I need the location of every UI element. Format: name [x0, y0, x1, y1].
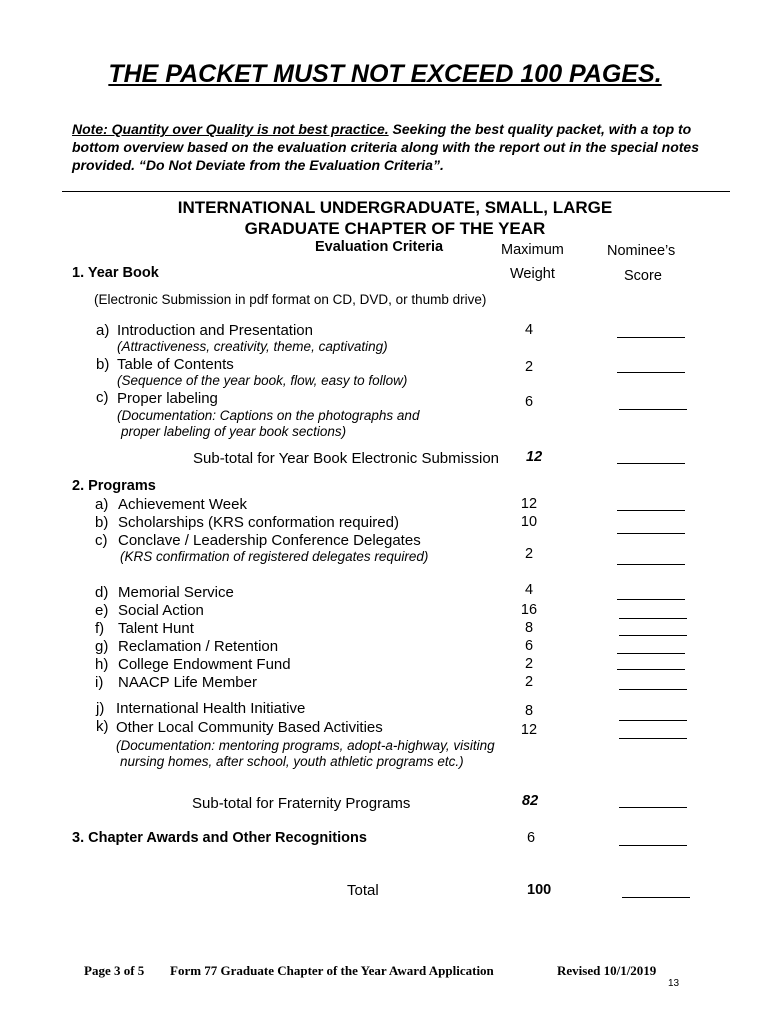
item-letter: k) [96, 718, 109, 735]
section-1-subtitle: (Electronic Submission in pdf format on CD, DVD, or thumb drive) [94, 292, 487, 307]
item-label: Other Local Community Based Activities [116, 719, 383, 736]
item-note: (Sequence of the year book, flow, easy to follow) [117, 373, 408, 388]
score-blank [619, 635, 687, 636]
score-blank [622, 897, 690, 898]
evaluation-criteria-label: Evaluation Criteria [315, 239, 444, 255]
score-blank [617, 510, 685, 511]
item-letter: c) [95, 532, 108, 549]
item-note: (Documentation: mentoring programs, adopt-a-highway, visiting [116, 738, 495, 753]
item-letter: b) [95, 514, 109, 531]
subtotal-value: 12 [526, 449, 543, 465]
item-weight: 10 [520, 514, 538, 530]
item-label: Memorial Service [118, 584, 234, 601]
score-blank [617, 372, 685, 373]
item-weight: 2 [524, 656, 534, 672]
total-value: 100 [527, 882, 552, 898]
note-paragraph [72, 120, 712, 174]
score-blank [619, 720, 687, 721]
item-weight: 6 [524, 394, 534, 410]
score-blank [619, 618, 687, 619]
max-weight-header-2: Weight [510, 266, 555, 282]
subtotal-label: Sub-total for Year Book Electronic Submission [193, 450, 499, 467]
item-weight: 6 [526, 830, 536, 846]
item-weight: 2 [524, 546, 534, 562]
score-blank [617, 564, 685, 565]
item-label: Reclamation / Retention [118, 638, 279, 655]
note-rest: Seeking the best quality packet, with a top to bottom overview based on the evaluation criteria along with the report out in the special notes provided. “Do Not Deviate from the Evaluation Criteria”. [72, 121, 699, 173]
item-label: Scholarships (KRS conformation required) [118, 514, 399, 531]
item-weight: 2 [524, 674, 534, 690]
footer-page: Page 3 of 5 [84, 963, 145, 978]
section-2-title: 2. Programs [72, 478, 156, 494]
item-label: Introduction and Presentation [117, 322, 313, 339]
footer-revised: Revised 10/1/2019 [557, 963, 657, 978]
item-label: Achievement Week [118, 496, 247, 513]
item-label: Social Action [118, 602, 204, 619]
item-weight: 4 [524, 322, 534, 338]
score-blank [617, 533, 685, 534]
note-lead: Note: Quantity over Quality is not best practice. [72, 121, 389, 137]
item-weight: 12 [520, 496, 538, 512]
pdf-page-number: 13 [668, 978, 680, 989]
score-blank [617, 599, 685, 600]
score-blank [619, 845, 687, 846]
item-label: Conclave / Leadership Conference Delegates [118, 532, 421, 549]
item-letter: e) [95, 602, 109, 619]
item-label: International Health Initiative [116, 700, 306, 717]
subtotal-value: 82 [522, 793, 539, 809]
item-note-continued: nursing homes, after school, youth athletic programs etc.) [120, 754, 464, 769]
item-label: Table of Contents [117, 356, 234, 373]
score-blank [617, 463, 685, 464]
item-weight: 12 [520, 722, 538, 738]
item-letter: j) [96, 700, 105, 717]
item-letter: g) [95, 638, 109, 655]
page-title: THE PACKET MUST NOT EXCEED 100 PAGES. [108, 60, 662, 88]
score-blank [617, 653, 685, 654]
item-weight: 16 [520, 602, 538, 618]
item-letter: b) [96, 356, 110, 373]
item-letter: f) [95, 620, 105, 637]
divider [62, 191, 730, 192]
item-letter: d) [95, 584, 109, 601]
heading-line-2: GRADUATE CHAPTER OF THE YEAR [244, 219, 546, 238]
score-blank [617, 337, 685, 338]
item-note: (Documentation: Captions on the photographs and [117, 408, 420, 423]
item-letter: a) [96, 322, 110, 339]
footer-form: Form 77 Graduate Chapter of the Year Award Application [170, 963, 494, 978]
score-blank [619, 738, 687, 739]
item-label: College Endowment Fund [118, 656, 291, 673]
score-blank [619, 409, 687, 410]
item-letter: i) [95, 674, 104, 691]
item-note: (Attractiveness, creativity, theme, captivating) [117, 339, 388, 354]
item-weight: 6 [524, 638, 534, 654]
item-letter: a) [95, 496, 109, 513]
nominee-score-header-2: Score [624, 268, 662, 284]
item-letter: h) [95, 656, 109, 673]
score-blank [619, 689, 687, 690]
item-label: Talent Hunt [118, 620, 194, 637]
section-1-title: 1. Year Book [72, 265, 159, 281]
item-note: (KRS confirmation of registered delegates required) [120, 549, 429, 564]
score-blank [617, 669, 685, 670]
item-letter: c) [96, 389, 109, 406]
item-weight: 4 [524, 582, 534, 598]
score-blank [619, 807, 687, 808]
item-label: Proper labeling [117, 390, 218, 407]
subtotal-label: Sub-total for Fraternity Programs [192, 795, 411, 812]
max-weight-header-1: Maximum [501, 242, 564, 258]
section-3-title: 3. Chapter Awards and Other Recognitions [72, 830, 367, 846]
item-weight: 2 [524, 359, 534, 375]
nominee-score-header-1: Nominee’s [607, 243, 676, 259]
item-weight: 8 [524, 703, 534, 719]
heading-line-1: INTERNATIONAL UNDERGRADUATE, SMALL, LARGE [177, 198, 613, 217]
item-weight: 8 [524, 620, 534, 636]
total-label: Total [347, 882, 379, 899]
item-note-continued: proper labeling of year book sections) [121, 424, 347, 439]
item-label: NAACP Life Member [118, 674, 257, 691]
